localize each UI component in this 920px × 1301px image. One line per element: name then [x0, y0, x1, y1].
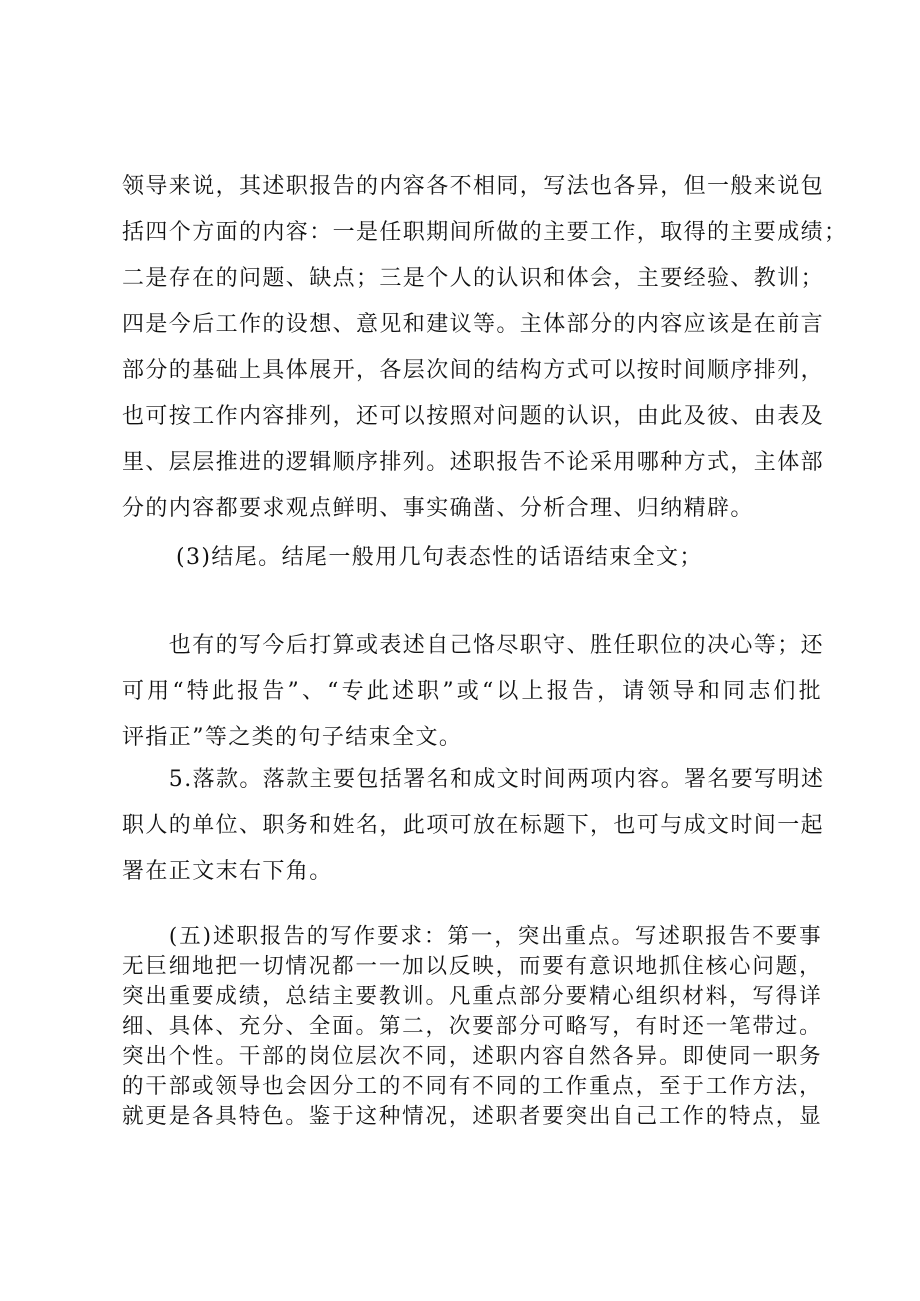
- text-line: 职人的单位、职务和姓名，此项可放在标题下，也可与成文时间一起: [122, 813, 825, 838]
- paragraph-report-body: [122, 164, 848, 532]
- text-line: 可用“特此报告”、“专此述职”或“以上报告，请领导和同志们批: [122, 679, 822, 704]
- text-line: 无巨细地把一切情况都一一加以反映，而要有意识地抓住核心问题，: [122, 954, 822, 979]
- text-line: 里、层层推进的逻辑顺序排列。述职报告不论采用哪种方式，主体部: [122, 450, 825, 475]
- text-line: 四是今后工作的设想、意见和建议等。主体部分的内容应该是在前言: [122, 312, 825, 337]
- text-line: 评指正”等之类的句子结束全文。: [122, 725, 463, 750]
- paragraph-writing-requirements: [122, 922, 822, 1132]
- text-line: 署在正文末右下角。: [122, 859, 333, 884]
- text-line: 括四个方面的内容：一是任职期间所做的主要工作，取得的主要成绩；: [122, 220, 848, 245]
- text-line: 也有的写今后打算或表述自己恪尽职守、胜任职位的决心等；还: [122, 633, 825, 658]
- text-line: 5.落款。落款主要包括署名和成文时间两项内容。署名要写明述: [122, 767, 825, 792]
- text-line: 突出重要成绩，总结主要教训。凡重点部分要精心组织材料，写得详: [122, 984, 822, 1009]
- text-line: 突出个性。干部的岗位层次不同，述职内容自然各异。即使同一职务: [122, 1044, 822, 1069]
- paragraph-ending-detail: [122, 623, 825, 761]
- text-line: 分的内容都要求观点鲜明、事实确凿、分析合理、归纳精辟。: [122, 496, 754, 521]
- text-line: 的干部或领导也会因分工的不同有不同的工作重点，至于工作方法，: [122, 1074, 822, 1099]
- paragraph-signature: [122, 757, 825, 895]
- text-line: 二是存在的问题、缺点；三是个人的认识和体会，主要经验、教训；: [122, 266, 825, 291]
- text-line: (五)述职报告的写作要求：第一，突出重点。写述职报告不要事: [122, 924, 822, 949]
- text-line: 细、具体、充分、全面。第二，次要部分可略写，有时还一笔带过。: [122, 1014, 822, 1039]
- text-line: (3)结尾。结尾一般用几句表态性的话语结束全文；: [176, 545, 703, 570]
- paragraph-ending-heading: [176, 535, 776, 581]
- text-line: 就更是各具特色。鉴于这种情况，述职者要突出自己工作的特点，显: [122, 1104, 822, 1129]
- text-line: 也可按工作内容排列，还可以按照对问题的认识，由此及彼、由表及: [122, 404, 825, 429]
- text-line: 部分的基础上具体展开，各层次间的结构方式可以按时间顺序排列，: [122, 358, 825, 383]
- text-line: 领导来说，其述职报告的内容各不相同，写法也各异，但一般来说包: [122, 174, 825, 199]
